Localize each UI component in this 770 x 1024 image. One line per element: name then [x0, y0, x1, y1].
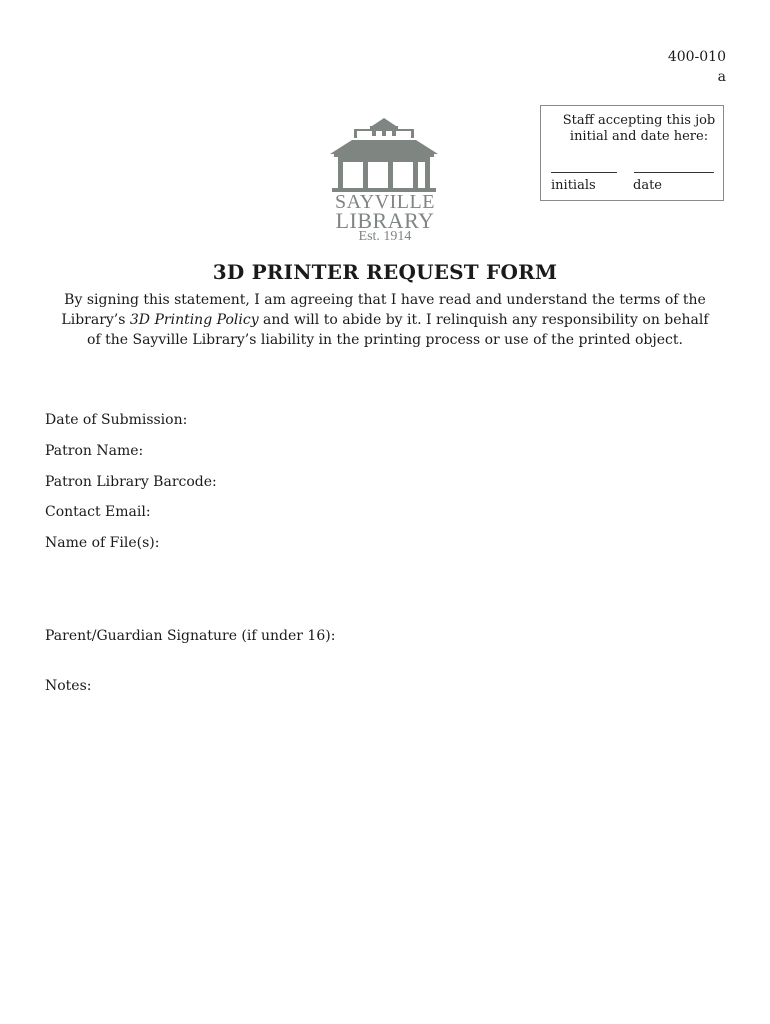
date-of-submission-field[interactable]: Date of Submission:	[45, 412, 188, 428]
logo-name-line2: LIBRARY	[335, 208, 435, 233]
notes-field[interactable]: Notes:	[45, 678, 92, 694]
agreement-statement	[60, 290, 710, 350]
sayville-library-logo	[328, 116, 440, 248]
form-title: 3D PRINTER REQUEST FORM	[212, 260, 558, 284]
file-names-field[interactable]: Name of File(s):	[45, 535, 160, 551]
document-number-suffix: a	[717, 69, 726, 85]
document-number-code: 400-010	[667, 49, 726, 65]
guardian-signature-field[interactable]: Parent/Guardian Signature (if under 16):	[45, 628, 336, 644]
patron-barcode-field[interactable]: Patron Library Barcode:	[45, 474, 217, 490]
statement-part1: By signing this statement, I am agreeing that I have read and understand the terms of the Library’s	[61, 292, 706, 328]
library-building-icon	[328, 116, 440, 192]
date-line[interactable]	[634, 172, 714, 173]
logo-name-line1: SAYVILLE	[335, 191, 435, 213]
initials-label: initials	[551, 178, 596, 193]
contact-email-field[interactable]: Contact Email:	[45, 504, 151, 520]
patron-name-field[interactable]: Patron Name:	[45, 443, 144, 459]
logo-established: Est. 1914	[358, 229, 412, 244]
policy-name: 3D Printing Policy	[129, 312, 259, 328]
date-label: date	[633, 178, 662, 193]
staff-acceptance-box	[540, 105, 724, 201]
statement-part2: and will to abide by it. I relinquish any responsibility on behalf of the Sayville Library’s liability in the printing process or use of the printed object.	[87, 312, 709, 348]
document-number	[668, 47, 726, 87]
staff-instruction: Staff accepting this job initial and date here:	[562, 113, 716, 144]
initials-line[interactable]	[551, 172, 617, 173]
